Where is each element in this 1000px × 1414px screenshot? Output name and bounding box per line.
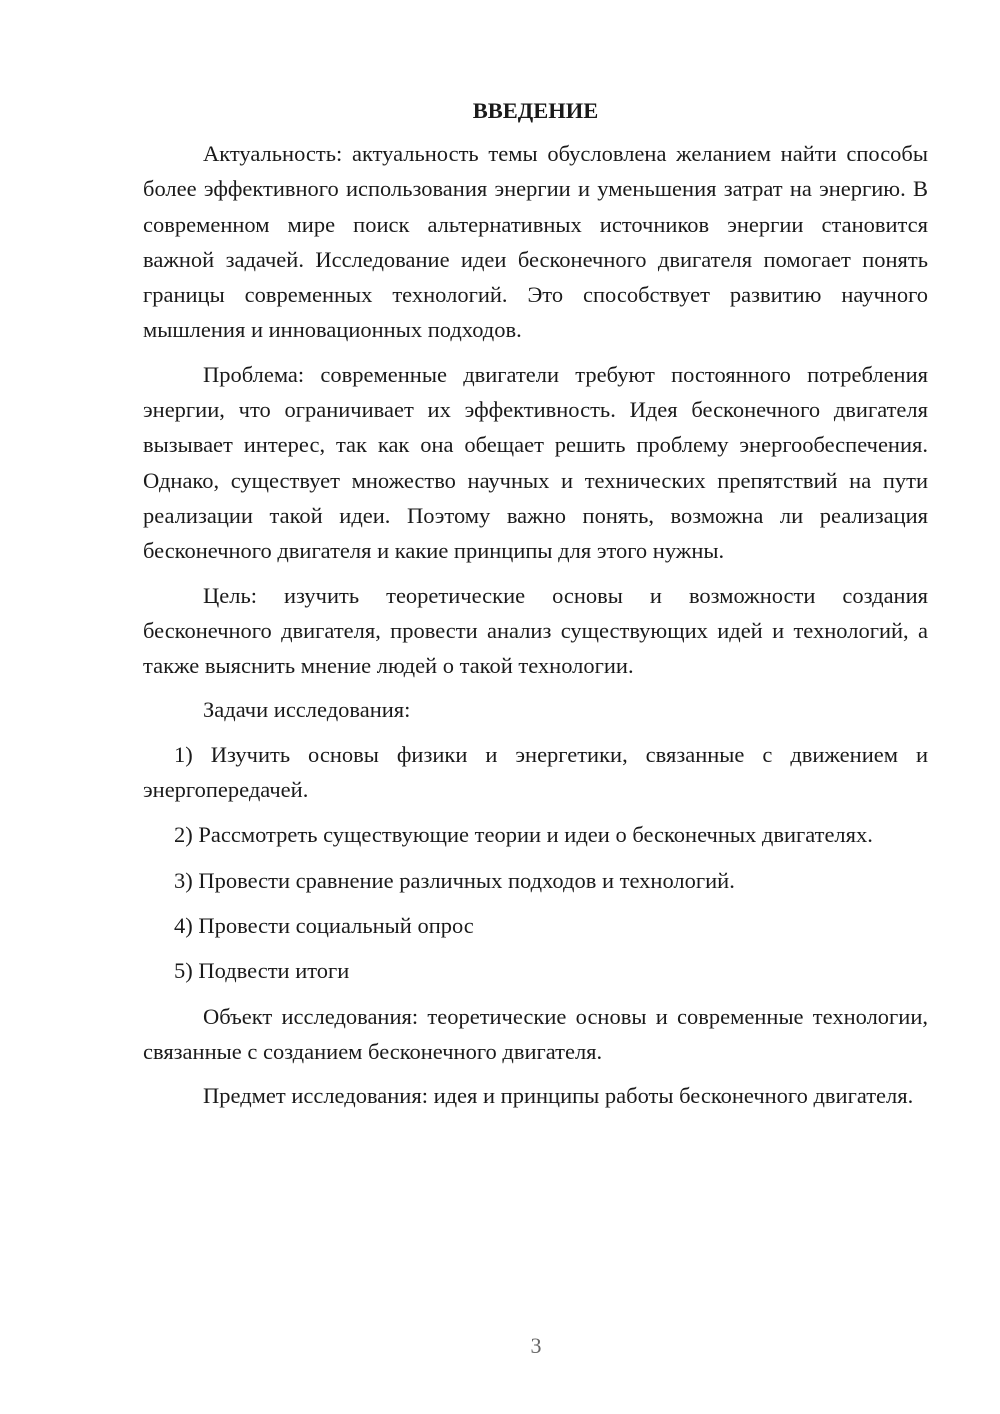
task-item: 1) Изучить основы физики и энергетики, связанные с движением и энергопередачей. (143, 741, 928, 803)
task-item: 2) Рассмотреть существующие теории и идеи о бесконечных двигателях. (174, 822, 873, 848)
task-item: 5) Подвести итоги (174, 958, 350, 984)
paragraph-tasks-heading: Задачи исследования: (203, 697, 411, 723)
paragraph-relevance: Актуальность: актуальность темы обусловлена желанием найти способы более эффективного использования энергии и уменьшения затрат на энергию. В современном мире поиск альтернативных источников энергии становится важной задачей. Исследование идеи бесконечного двигателя помогает понять границы современных технологий. Это способствует развитию научного мышления и инновационных подходов. (143, 141, 928, 343)
section-title: ВВЕДЕНИЕ (472, 98, 599, 123)
task-item: 4) Провести социальный опрос (174, 912, 474, 938)
paragraph-object: Объект исследования: теоретические основы и современные технологии, связанные с созданием бесконечного двигателя. (143, 1003, 928, 1064)
paragraph-problem: Проблема: современные двигатели требуют постоянного потребления энергии, что ограничивает их эффективность. Идея бесконечного двигателя вызывает интерес, так как она обещает решить проблему энергообеспечения. Однако, существует множество научных и технических препятствий на пути реализации такой идеи. Поэтому важно понять, возможна ли реализация бесконечного двигателя и какие принципы для этого нужны. (143, 361, 928, 564)
task-item: 3) Провести сравнение различных подходов и технологий. (174, 867, 735, 893)
paragraph-subject: Предмет исследования: идея и принципы работы бесконечного двигателя. (203, 1083, 914, 1109)
paragraph-goal: Цель: изучить теоретические основы и возможности создания бесконечного двигателя, провести анализ существующих идей и технологий, а также выяснить мнение людей о такой технологии. (143, 582, 928, 679)
page-number: 3 (530, 1333, 542, 1358)
document-page (143, 92, 928, 1122)
